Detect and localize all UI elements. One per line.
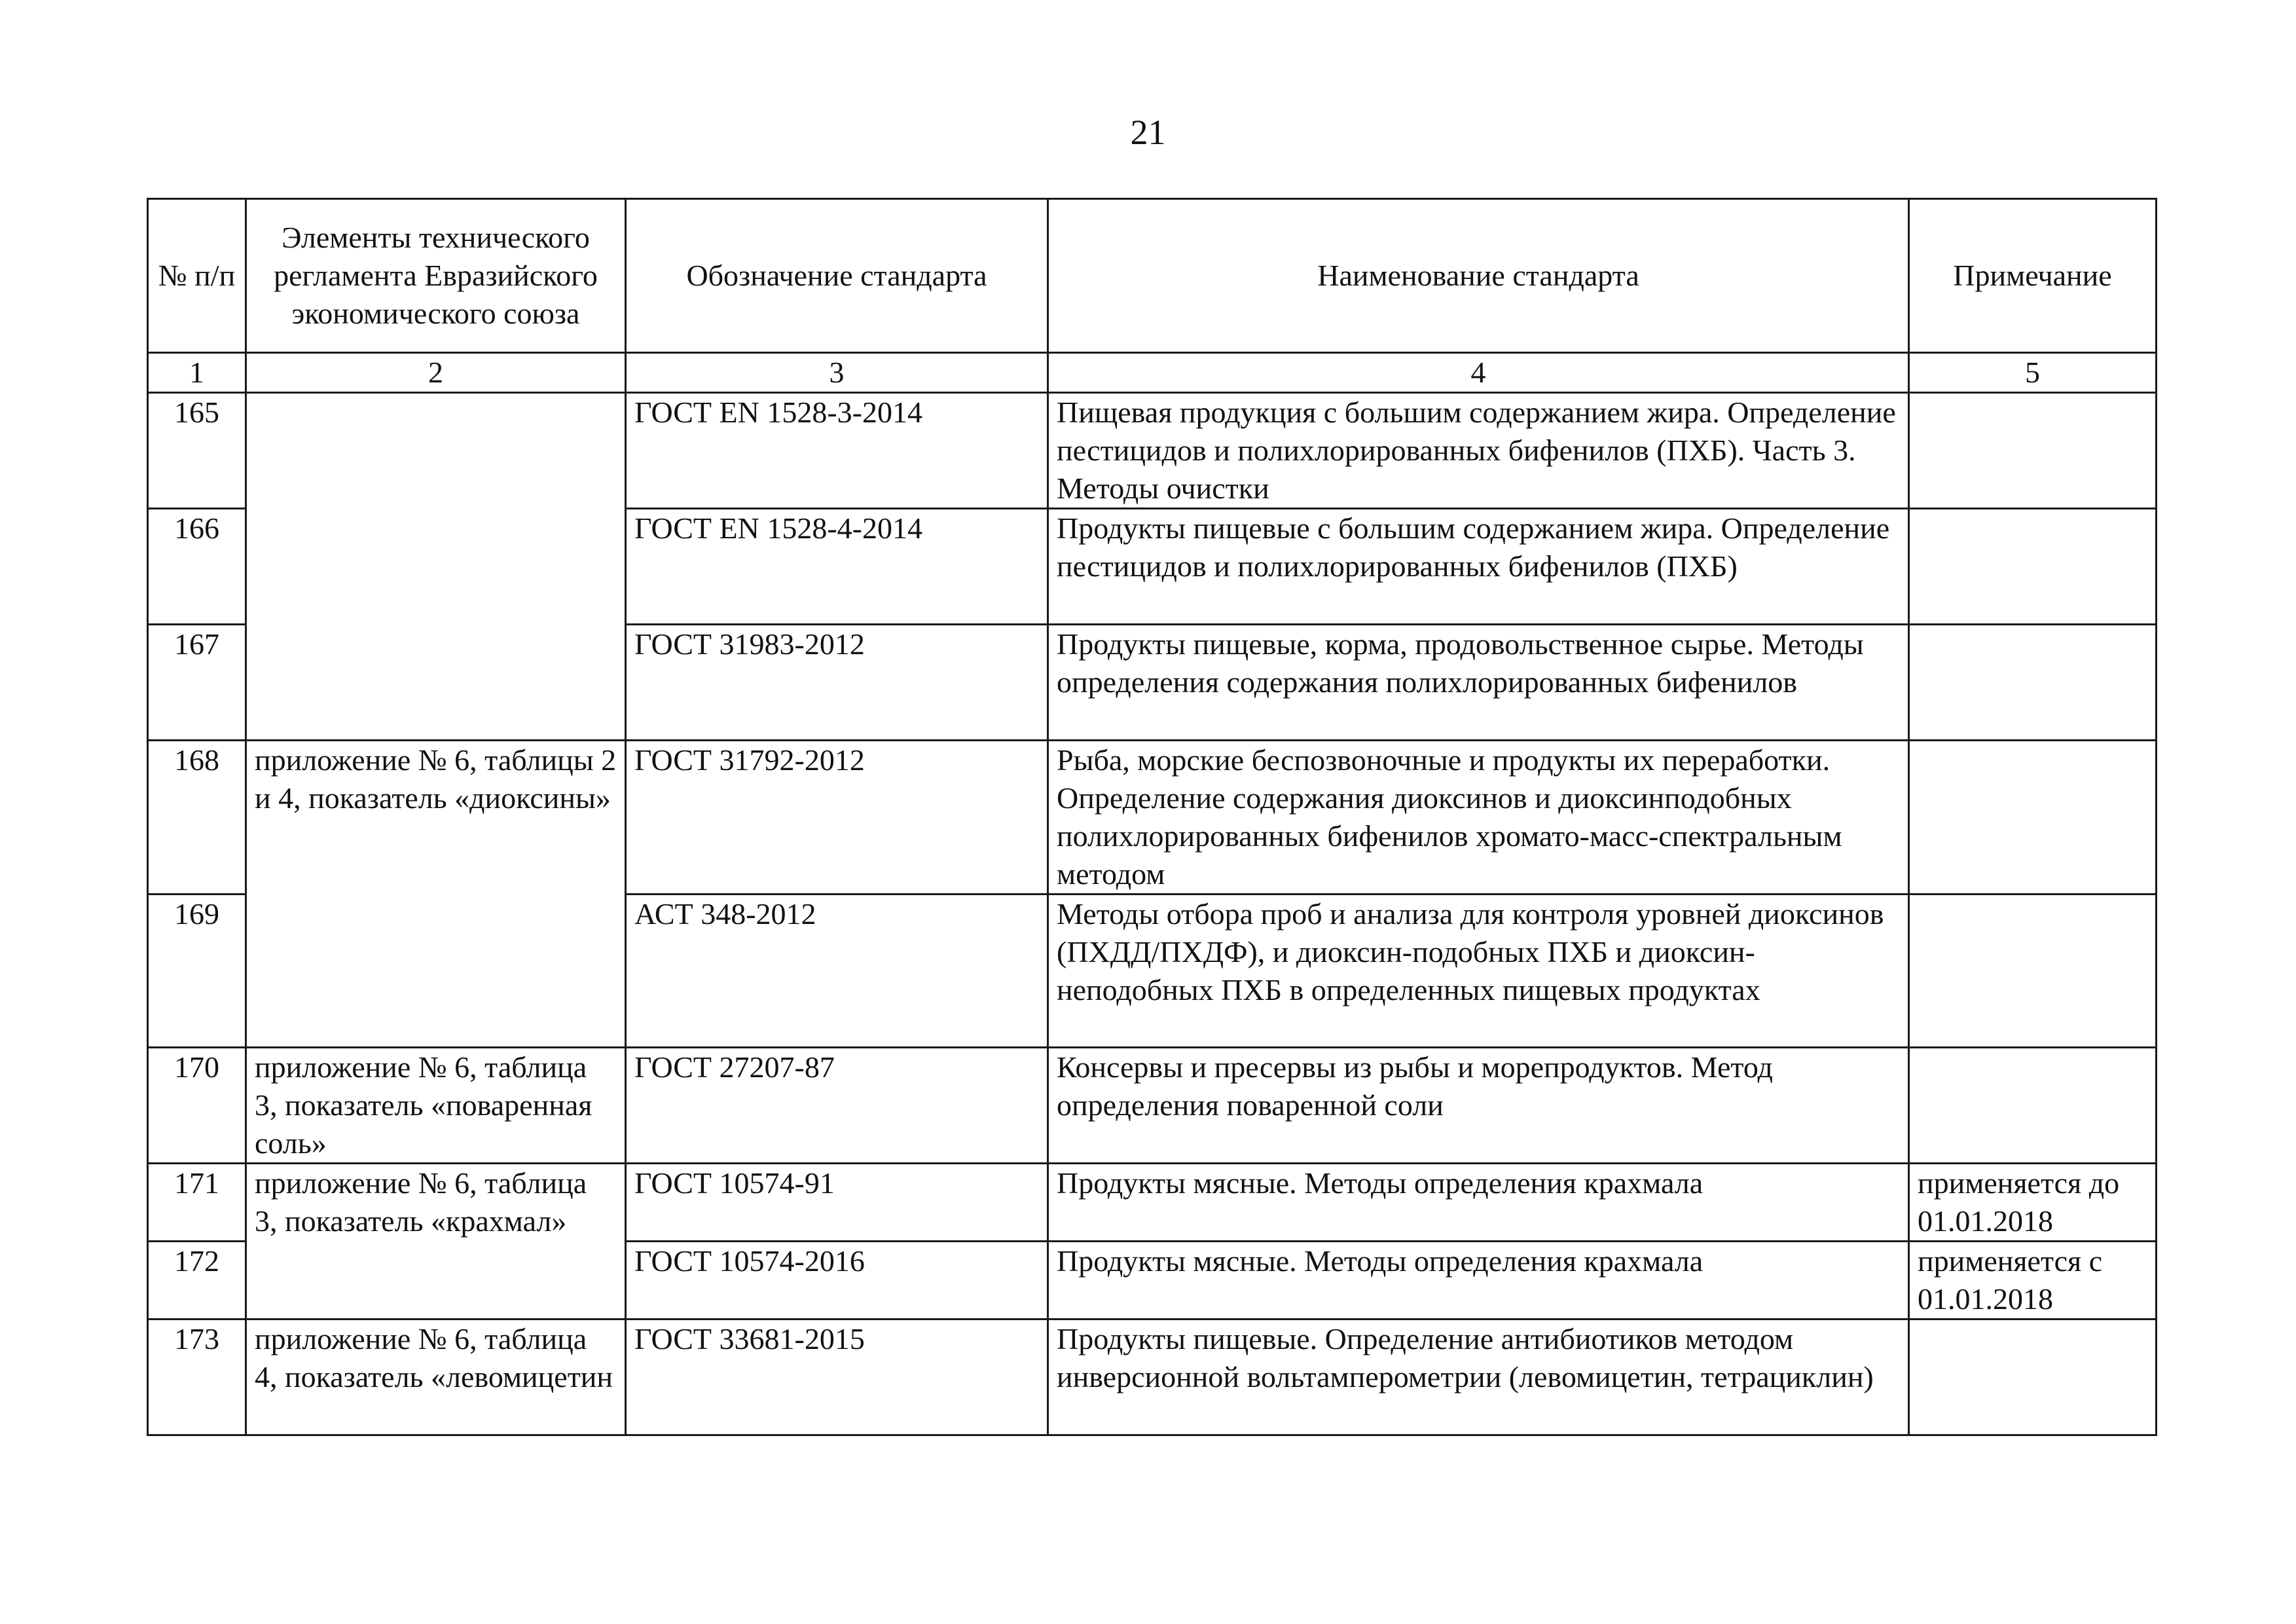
standard-designation: ГОСТ 33681-2015 — [626, 1320, 1048, 1435]
column-number: 4 — [1048, 353, 1909, 393]
standard-designation: ГОСТ 10574-2016 — [626, 1242, 1048, 1320]
standard-designation: ГОСТ 31983-2012 — [626, 625, 1048, 741]
standards-table — [147, 198, 2157, 1436]
row-number: 169 — [148, 895, 246, 1048]
standard-note — [1909, 625, 2157, 741]
column-number: 1 — [148, 353, 246, 393]
standard-designation: ГОСТ EN 1528-4-2014 — [626, 509, 1048, 625]
standard-name: Пищевая продукция с большим содержанием жира. Определение пестицидов и полихлорированных бифенилов (ПХБ). Часть 3. Методы очистки — [1048, 393, 1909, 509]
standard-designation: АСТ 348-2012 — [626, 895, 1048, 1048]
header-element: Элементы технического регламента Евразийского экономического союза — [246, 199, 626, 353]
standard-name: Продукты пищевые. Определение антибиотиков методом инверсионной вольтамперометрии (левомицетин, тетрациклин) — [1048, 1320, 1909, 1435]
standard-note — [1909, 509, 2157, 625]
standard-name: Продукты мясные. Методы определения крахмала — [1048, 1242, 1909, 1320]
header-designation: Обозначение стандарта — [626, 199, 1048, 353]
table-row — [148, 393, 2157, 509]
row-number: 168 — [148, 741, 246, 895]
element-reference: приложение № 6, таблица 4, показатель «левомицетин — [246, 1320, 626, 1435]
standard-name: Продукты пищевые, корма, продовольственное сырье. Методы определения содержания полихлорированных бифенилов — [1048, 625, 1909, 741]
column-number-row — [148, 353, 2157, 393]
standard-note — [1909, 895, 2157, 1048]
row-number: 165 — [148, 393, 246, 509]
element-reference: приложение № 6, таблица 3, показатель «крахмал» — [246, 1164, 626, 1320]
column-number: 2 — [246, 353, 626, 393]
standard-name: Рыба, морские беспозвоночные и продукты их переработки. Определение содержания диоксинов и диоксинподобных полихлорированных бифенилов хромато-масс-спектральным методом — [1048, 741, 1909, 895]
row-number: 166 — [148, 509, 246, 625]
standard-designation: ГОСТ 31792-2012 — [626, 741, 1048, 895]
header-note: Примечание — [1909, 199, 2157, 353]
header-name: Наименование стандарта — [1048, 199, 1909, 353]
row-number: 170 — [148, 1048, 246, 1164]
standard-note — [1909, 1320, 2157, 1435]
table-row — [148, 741, 2157, 895]
standard-designation: ГОСТ 27207-87 — [626, 1048, 1048, 1164]
header-num: № п/п — [148, 199, 246, 353]
table-row — [148, 1048, 2157, 1164]
standard-note — [1909, 741, 2157, 895]
standard-name: Продукты пищевые с большим содержанием жира. Определение пестицидов и полихлорированных бифенилов (ПХБ) — [1048, 509, 1909, 625]
standard-name: Методы отбора проб и анализа для контроля уровней диоксинов (ПХДД/ПХДФ), и диоксин-подобных ПХБ и диоксин-неподобных ПХБ в определенных пищевых продуктах — [1048, 895, 1909, 1048]
standard-note: применяется до 01.01.2018 — [1909, 1164, 2157, 1242]
column-number: 3 — [626, 353, 1048, 393]
table-header-row — [148, 199, 2157, 353]
row-number: 173 — [148, 1320, 246, 1435]
element-reference: приложение № 6, таблицы 2 и 4, показатель «диоксины» — [246, 741, 626, 1048]
standard-name: Продукты мясные. Методы определения крахмала — [1048, 1164, 1909, 1242]
standard-note: применяется с 01.01.2018 — [1909, 1242, 2157, 1320]
row-number: 167 — [148, 625, 246, 741]
table-row — [148, 1320, 2157, 1435]
column-number: 5 — [1909, 353, 2157, 393]
standard-designation: ГОСТ EN 1528-3-2014 — [626, 393, 1048, 509]
element-cell-empty — [246, 393, 626, 741]
standard-note — [1909, 1048, 2157, 1164]
row-number: 172 — [148, 1242, 246, 1320]
standard-note — [1909, 393, 2157, 509]
standard-designation: ГОСТ 10574-91 — [626, 1164, 1048, 1242]
standard-name: Консервы и пресервы из рыбы и морепродуктов. Метод определения поваренной соли — [1048, 1048, 1909, 1164]
table-row — [148, 1164, 2157, 1242]
row-number: 171 — [148, 1164, 246, 1242]
page-number: 21 — [1130, 113, 1166, 152]
element-reference: приложение № 6, таблица 3, показатель «поваренная соль» — [246, 1048, 626, 1164]
